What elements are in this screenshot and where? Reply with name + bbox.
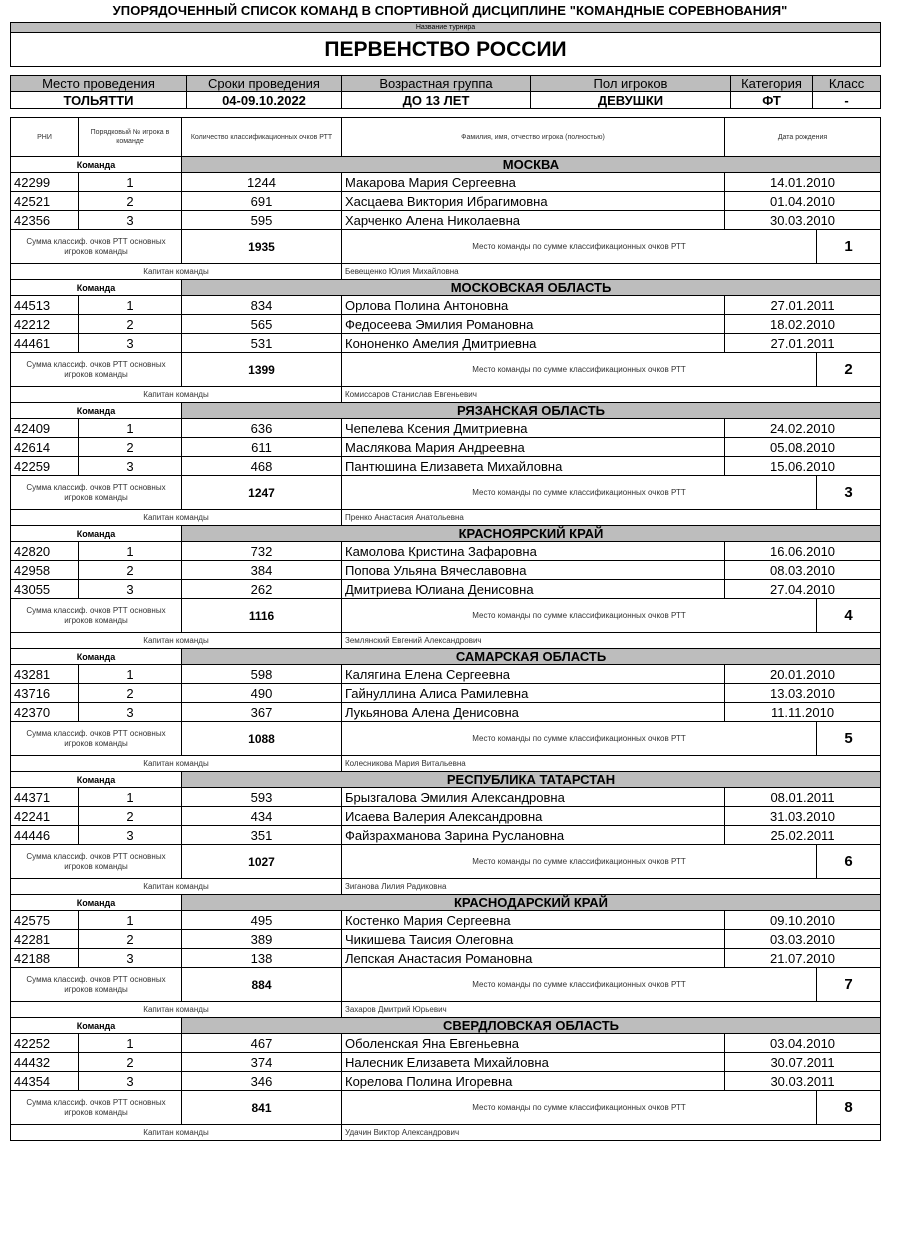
player-name: Хасцаева Виктория Ибрагимовна: [342, 192, 725, 211]
place-label: Место команды по сумме классификационных очков РТТ: [342, 230, 817, 264]
column-header-name: Фамилия, имя, отчество игрока (полностью): [342, 118, 725, 157]
player-dob: 18.02.2010: [725, 315, 881, 334]
sum-label: Сумма классиф. очков РТТ основных игроков команды: [11, 599, 182, 633]
place-label: Место команды по сумме классификационных очков РТТ: [342, 722, 817, 756]
place-label: Место команды по сумме классификационных очков РТТ: [342, 476, 817, 510]
team-summary-row: [11, 845, 881, 879]
player-order: 2: [79, 930, 182, 949]
captain-label: Капитан команды: [11, 1002, 342, 1018]
info-header-dates: Сроки проведения: [187, 76, 342, 92]
player-points: 434: [182, 807, 342, 826]
team-name: СВЕРДЛОВСКАЯ ОБЛАСТЬ: [182, 1018, 881, 1034]
captain-label: Капитан команды: [11, 879, 342, 895]
captain-name: Колесникова Мария Витальевна: [342, 756, 881, 772]
player-points: 691: [182, 192, 342, 211]
player-row: [11, 807, 881, 826]
player-points: 565: [182, 315, 342, 334]
player-name: Пантюшина Елизавета Михайловна: [342, 457, 725, 476]
document: [10, 0, 890, 1141]
player-order: 1: [79, 173, 182, 192]
player-order: 2: [79, 561, 182, 580]
team-header-row: [11, 772, 881, 788]
player-points: 490: [182, 684, 342, 703]
captain-row: [11, 633, 881, 649]
player-rni: 43716: [11, 684, 79, 703]
captain-row: [11, 510, 881, 526]
player-order: 2: [79, 807, 182, 826]
player-name: Файзрахманова Зарина Руслановна: [342, 826, 725, 845]
player-rni: 42299: [11, 173, 79, 192]
player-dob: 21.07.2010: [725, 949, 881, 968]
player-row: [11, 173, 881, 192]
player-row: [11, 542, 881, 561]
player-dob: 15.06.2010: [725, 457, 881, 476]
info-header-category: Категория: [731, 76, 813, 92]
team-header-row: [11, 157, 881, 173]
player-rni: 42820: [11, 542, 79, 561]
team-place: 7: [817, 968, 881, 1002]
captain-name: Пренко Анастасия Анатольевна: [342, 510, 881, 526]
team-place: 1: [817, 230, 881, 264]
player-name: Попова Ульяна Вячеславовна: [342, 561, 725, 580]
player-points: 262: [182, 580, 342, 599]
document-title: УПОРЯДОЧЕННЫЙ СПИСОК КОМАНД В СПОРТИВНОЙ ДИСЦИПЛИНЕ "КОМАНДНЫЕ СОРЕВНОВАНИЯ": [112, 3, 788, 18]
team-name: РЯЗАНСКАЯ ОБЛАСТЬ: [182, 403, 881, 419]
info-gender: ДЕВУШКИ: [531, 92, 731, 109]
team-header-row: [11, 403, 881, 419]
player-rni: 44354: [11, 1072, 79, 1091]
player-dob: 24.02.2010: [725, 419, 881, 438]
team-place: 8: [817, 1091, 881, 1125]
sum-label: Сумма классиф. очков РТТ основных игроков команды: [11, 476, 182, 510]
player-order: 1: [79, 665, 182, 684]
team-points-sum: 1935: [182, 230, 342, 264]
player-dob: 01.04.2010: [725, 192, 881, 211]
team-points-sum: 1088: [182, 722, 342, 756]
captain-name: Бевещенко Юлия Михайловна: [342, 264, 881, 280]
team-name: РЕСПУБЛИКА ТАТАРСТАН: [182, 772, 881, 788]
player-order: 2: [79, 1053, 182, 1072]
player-order: 2: [79, 684, 182, 703]
player-row: [11, 192, 881, 211]
team-name: МОСКВА: [182, 157, 881, 173]
captain-label: Капитан команды: [11, 510, 342, 526]
place-label: Место команды по сумме классификационных очков РТТ: [342, 1091, 817, 1125]
player-row: [11, 684, 881, 703]
player-name: Федосеева Эмилия Романовна: [342, 315, 725, 334]
player-name: Костенко Мария Сергеевна: [342, 911, 725, 930]
teams-table: [10, 117, 881, 1141]
player-row: [11, 788, 881, 807]
info-class: -: [813, 92, 881, 109]
player-order: 3: [79, 1072, 182, 1091]
column-header-order: Порядковый № игрока в команде: [79, 118, 182, 157]
team-place: 6: [817, 845, 881, 879]
player-rni: 42188: [11, 949, 79, 968]
player-row: [11, 561, 881, 580]
player-points: 595: [182, 211, 342, 230]
player-rni: 42614: [11, 438, 79, 457]
player-row: [11, 438, 881, 457]
player-order: 3: [79, 949, 182, 968]
team-points-sum: 1116: [182, 599, 342, 633]
team-points-sum: 1399: [182, 353, 342, 387]
captain-label: Капитан команды: [11, 633, 342, 649]
player-row: [11, 1053, 881, 1072]
player-row: [11, 665, 881, 684]
player-dob: 27.01.2011: [725, 334, 881, 353]
player-name: Харченко Алена Николаевна: [342, 211, 725, 230]
player-name: Макарова Мария Сергеевна: [342, 173, 725, 192]
player-order: 3: [79, 211, 182, 230]
player-row: [11, 580, 881, 599]
player-name: Орлова Полина Антоновна: [342, 296, 725, 315]
player-order: 3: [79, 826, 182, 845]
player-rni: 42575: [11, 911, 79, 930]
captain-label: Капитан команды: [11, 264, 342, 280]
player-order: 1: [79, 542, 182, 561]
column-header-rni: РНИ: [11, 118, 79, 157]
team-place: 3: [817, 476, 881, 510]
info-dates: 04-09.10.2022: [187, 92, 342, 109]
info-header-gender: Пол игроков: [531, 76, 731, 92]
player-name: Оболенская Яна Евгеньевна: [342, 1034, 725, 1053]
player-row: [11, 949, 881, 968]
player-dob: 30.03.2010: [725, 211, 881, 230]
team-place: 4: [817, 599, 881, 633]
player-rni: 42409: [11, 419, 79, 438]
player-name: Брызгалова Эмилия Александровна: [342, 788, 725, 807]
player-dob: 08.01.2011: [725, 788, 881, 807]
player-row: [11, 703, 881, 722]
player-points: 834: [182, 296, 342, 315]
player-name: Калягина Елена Сергеевна: [342, 665, 725, 684]
player-order: 1: [79, 419, 182, 438]
player-dob: 16.06.2010: [725, 542, 881, 561]
captain-row: [11, 879, 881, 895]
player-order: 1: [79, 296, 182, 315]
team-summary-row: [11, 230, 881, 264]
player-dob: 30.03.2011: [725, 1072, 881, 1091]
player-dob: 11.11.2010: [725, 703, 881, 722]
team-label: Команда: [11, 649, 182, 665]
sum-label: Сумма классиф. очков РТТ основных игроков команды: [11, 230, 182, 264]
captain-name: Удачин Виктор Александрович: [342, 1125, 881, 1141]
tournament-name: ПЕРВЕНСТВО РОССИИ: [11, 33, 881, 67]
player-name: Камолова Кристина Зафаровна: [342, 542, 725, 561]
player-rni: 42259: [11, 457, 79, 476]
team-header-row: [11, 649, 881, 665]
player-dob: 27.01.2011: [725, 296, 881, 315]
team-points-sum: 1027: [182, 845, 342, 879]
player-dob: 08.03.2010: [725, 561, 881, 580]
captain-name: Землянский Евгений Александрович: [342, 633, 881, 649]
info-header-class: Класс: [813, 76, 881, 92]
team-name: МОСКОВСКАЯ ОБЛАСТЬ: [182, 280, 881, 296]
info-header-venue: Место проведения: [11, 76, 187, 92]
team-summary-row: [11, 476, 881, 510]
player-order: 3: [79, 703, 182, 722]
place-label: Место команды по сумме классификационных очков РТТ: [342, 845, 817, 879]
player-points: 732: [182, 542, 342, 561]
player-rni: 44446: [11, 826, 79, 845]
player-dob: 30.07.2011: [725, 1053, 881, 1072]
player-name: Чикишева Таисия Олеговна: [342, 930, 725, 949]
tournament-label: Название турнира: [11, 23, 881, 33]
player-dob: 03.04.2010: [725, 1034, 881, 1053]
player-rni: 42958: [11, 561, 79, 580]
captain-row: [11, 264, 881, 280]
team-summary-row: [11, 599, 881, 633]
player-row: [11, 911, 881, 930]
player-points: 374: [182, 1053, 342, 1072]
team-label: Команда: [11, 526, 182, 542]
player-order: 3: [79, 580, 182, 599]
player-rni: 42281: [11, 930, 79, 949]
team-label: Команда: [11, 895, 182, 911]
team-points-sum: 884: [182, 968, 342, 1002]
player-dob: 27.04.2010: [725, 580, 881, 599]
player-rni: 44432: [11, 1053, 79, 1072]
info-category: ФТ: [731, 92, 813, 109]
player-row: [11, 1072, 881, 1091]
team-summary-row: [11, 968, 881, 1002]
captain-label: Капитан команды: [11, 1125, 342, 1141]
player-rni: 44513: [11, 296, 79, 315]
player-row: [11, 211, 881, 230]
captain-name: Зиганова Лилия Радиковна: [342, 879, 881, 895]
captain-label: Капитан команды: [11, 387, 342, 403]
player-row: [11, 419, 881, 438]
team-label: Команда: [11, 280, 182, 296]
captain-row: [11, 1002, 881, 1018]
player-points: 495: [182, 911, 342, 930]
team-label: Команда: [11, 403, 182, 419]
captain-row: [11, 756, 881, 772]
player-order: 2: [79, 438, 182, 457]
player-name: Маслякова Мария Андреевна: [342, 438, 725, 457]
captain-name: Захаров Дмитрий Юрьевич: [342, 1002, 881, 1018]
player-points: 636: [182, 419, 342, 438]
player-row: [11, 826, 881, 845]
team-label: Команда: [11, 772, 182, 788]
info-age-group: ДО 13 ЛЕТ: [342, 92, 531, 109]
team-points-sum: 841: [182, 1091, 342, 1125]
sum-label: Сумма классиф. очков РТТ основных игроков команды: [11, 968, 182, 1002]
team-header-row: [11, 280, 881, 296]
info-header-age-group: Возрастная группа: [342, 76, 531, 92]
player-order: 1: [79, 1034, 182, 1053]
player-name: Лепская Анастасия Романовна: [342, 949, 725, 968]
player-rni: 44461: [11, 334, 79, 353]
team-name: КРАСНОДАРСКИЙ КРАЙ: [182, 895, 881, 911]
player-rni: 44371: [11, 788, 79, 807]
player-points: 468: [182, 457, 342, 476]
player-name: Дмитриева Юлиана Денисовна: [342, 580, 725, 599]
player-name: Кононенко Амелия Дмитриевна: [342, 334, 725, 353]
player-row: [11, 930, 881, 949]
player-points: 1244: [182, 173, 342, 192]
player-dob: 31.03.2010: [725, 807, 881, 826]
team-place: 5: [817, 722, 881, 756]
player-rni: 42212: [11, 315, 79, 334]
place-label: Место команды по сумме классификационных очков РТТ: [342, 353, 817, 387]
sum-label: Сумма классиф. очков РТТ основных игроков команды: [11, 1091, 182, 1125]
player-points: 531: [182, 334, 342, 353]
captain-row: [11, 1125, 881, 1141]
player-name: Корелова Полина Игоревна: [342, 1072, 725, 1091]
player-name: Чепелева Ксения Дмитриевна: [342, 419, 725, 438]
player-row: [11, 334, 881, 353]
team-header-row: [11, 1018, 881, 1034]
player-rni: 42252: [11, 1034, 79, 1053]
team-name: КРАСНОЯРСКИЙ КРАЙ: [182, 526, 881, 542]
team-summary-row: [11, 1091, 881, 1125]
team-label: Команда: [11, 157, 182, 173]
player-order: 3: [79, 457, 182, 476]
player-dob: 25.02.2011: [725, 826, 881, 845]
player-rni: 43281: [11, 665, 79, 684]
player-points: 467: [182, 1034, 342, 1053]
team-name: САМАРСКАЯ ОБЛАСТЬ: [182, 649, 881, 665]
info-venue: ТОЛЬЯТТИ: [11, 92, 187, 109]
header-table: [10, 22, 881, 117]
player-dob: 09.10.2010: [725, 911, 881, 930]
column-header-dob: Дата рождения: [725, 118, 881, 157]
captain-label: Капитан команды: [11, 756, 342, 772]
player-dob: 13.03.2010: [725, 684, 881, 703]
team-label: Команда: [11, 1018, 182, 1034]
player-rni: 42241: [11, 807, 79, 826]
player-points: 611: [182, 438, 342, 457]
player-points: 346: [182, 1072, 342, 1091]
place-label: Место команды по сумме классификационных очков РТТ: [342, 968, 817, 1002]
team-place: 2: [817, 353, 881, 387]
player-name: Налесник Елизавета Михайловна: [342, 1053, 725, 1072]
player-rni: 42521: [11, 192, 79, 211]
player-row: [11, 1034, 881, 1053]
player-row: [11, 296, 881, 315]
player-dob: 20.01.2010: [725, 665, 881, 684]
team-points-sum: 1247: [182, 476, 342, 510]
player-name: Исаева Валерия Александровна: [342, 807, 725, 826]
sum-label: Сумма классиф. очков РТТ основных игроков команды: [11, 845, 182, 879]
sum-label: Сумма классиф. очков РТТ основных игроков команды: [11, 722, 182, 756]
column-header-points: Количество классификационных очков РТТ: [182, 118, 342, 157]
player-dob: 14.01.2010: [725, 173, 881, 192]
team-header-row: [11, 526, 881, 542]
sum-label: Сумма классиф. очков РТТ основных игроков команды: [11, 353, 182, 387]
player-order: 1: [79, 788, 182, 807]
place-label: Место команды по сумме классификационных очков РТТ: [342, 599, 817, 633]
player-rni: 43055: [11, 580, 79, 599]
team-summary-row: [11, 353, 881, 387]
player-order: 3: [79, 334, 182, 353]
player-order: 1: [79, 911, 182, 930]
player-points: 367: [182, 703, 342, 722]
player-points: 138: [182, 949, 342, 968]
player-points: 389: [182, 930, 342, 949]
captain-row: [11, 387, 881, 403]
player-order: 2: [79, 315, 182, 334]
player-row: [11, 315, 881, 334]
player-row: [11, 457, 881, 476]
captain-name: Комиссаров Станислав Евгеньевич: [342, 387, 881, 403]
player-dob: 05.08.2010: [725, 438, 881, 457]
player-points: 598: [182, 665, 342, 684]
team-summary-row: [11, 722, 881, 756]
player-points: 384: [182, 561, 342, 580]
team-header-row: [11, 895, 881, 911]
player-rni: 42370: [11, 703, 79, 722]
player-name: Гайнуллина Алиса Рамилевна: [342, 684, 725, 703]
player-name: Лукьянова Алена Денисовна: [342, 703, 725, 722]
player-rni: 42356: [11, 211, 79, 230]
player-order: 2: [79, 192, 182, 211]
player-dob: 03.03.2010: [725, 930, 881, 949]
player-points: 593: [182, 788, 342, 807]
player-points: 351: [182, 826, 342, 845]
